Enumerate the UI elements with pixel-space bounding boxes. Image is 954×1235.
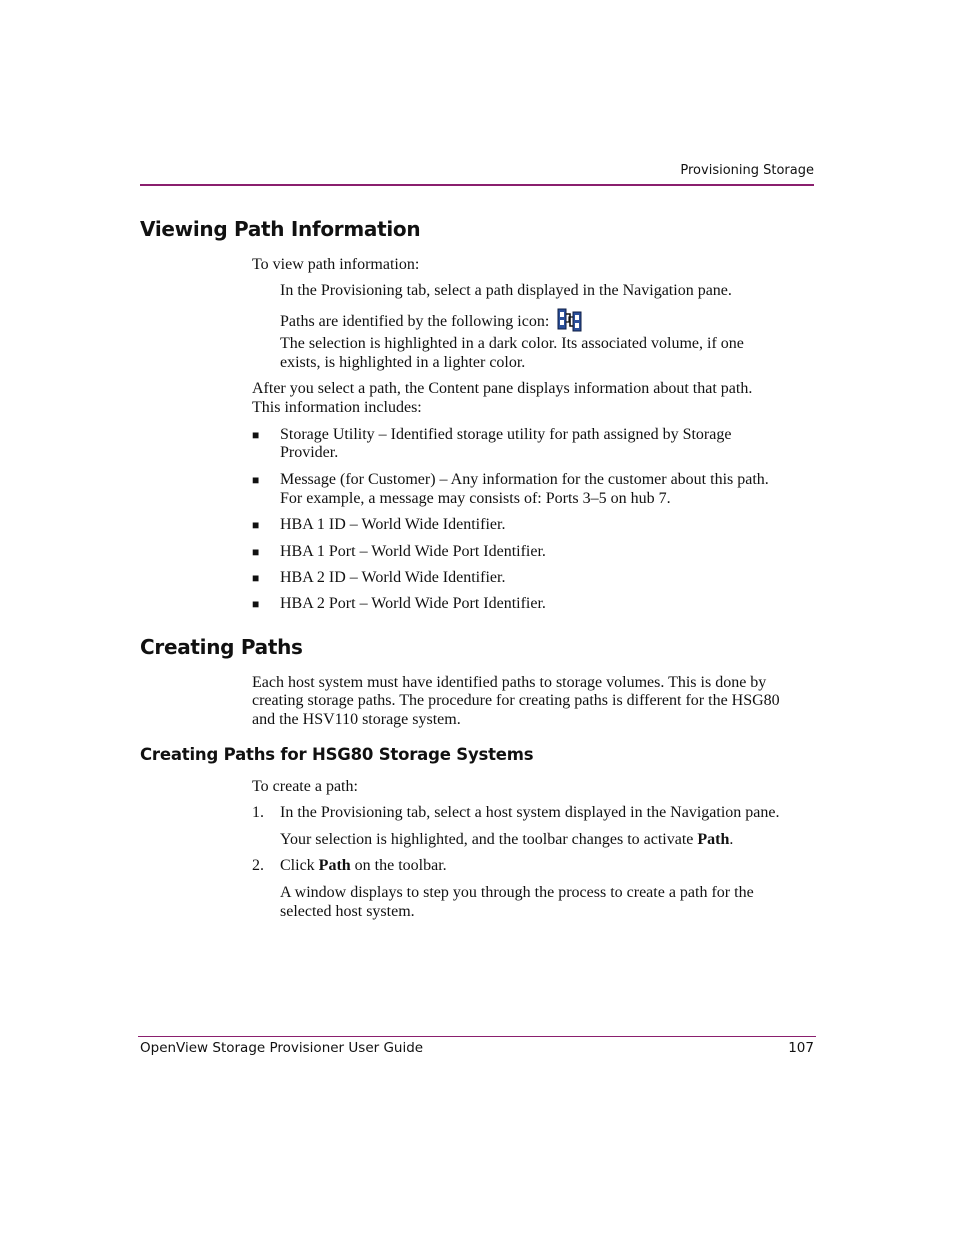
icon-note-text: Paths are identified by the following icon: [280,313,550,330]
step-number: 1. [252,804,264,821]
viewing-intro: To view path information: [252,256,420,273]
creating-line-3: and the HSV110 storage system. [252,711,461,728]
bullet-marker: ■ [252,518,260,532]
section-title-viewing-path: Viewing Path Information [140,217,421,241]
creating-line-1: Each host system must have identified paths to storage volumes. This is done by [252,674,767,691]
bullet-item: HBA 1 ID – World Wide Identifier. [280,516,506,533]
bullet-item: Message (for Customer) – Any information for the customer about this path. [280,471,769,488]
bullet-item: HBA 2 Port – World Wide Port Identifier. [280,595,546,612]
hsg80-intro: To create a path: [252,778,358,795]
step-1-note-end: . [729,831,734,848]
section-title-creating-paths: Creating Paths [140,635,303,659]
bullet-marker: ■ [252,545,260,559]
path-icon [557,308,583,337]
step-2-note-line-1: A window displays to step you through the process to create a path for the [280,884,754,901]
selection-line-2: exists, is highlighted in a lighter color. [280,354,526,371]
step-2-post: on the toolbar. [350,857,447,874]
bullet-item: Storage Utility – Identified storage utility for path assigned by Storage [280,426,732,443]
bullet-item: HBA 2 ID – World Wide Identifier. [280,569,506,586]
selection-line-1: The selection is highlighted in a dark color. Its associated volume, if one [280,335,744,352]
creating-line-2: creating storage paths. The procedure for creating paths is different for the HSG80 [252,692,780,709]
subsection-title-hsg80: Creating Paths for HSG80 Storage Systems [140,745,534,764]
step-2-note-line-2: selected host system. [280,903,415,920]
step-1-text: In the Provisioning tab, select a host system displayed in the Navigation pane. [280,804,780,821]
running-header: Provisioning Storage [680,163,814,178]
step-1-note-text: Your selection is highlighted, and the toolbar changes to activate [280,831,698,848]
footer-rule [138,1036,816,1037]
step-1-note [280,830,733,849]
viewing-step: In the Provisioning tab, select a path displayed in the Navigation pane. [280,282,732,299]
bullet-item-cont: Provider. [280,444,339,461]
bullet-marker: ■ [252,428,260,442]
bullet-marker: ■ [252,597,260,611]
step-2-pre: Click [280,857,319,874]
bullet-marker: ■ [252,571,260,585]
after-line-1: After you select a path, the Content pane displays information about that path. [252,380,753,397]
step-number: 2. [252,857,264,874]
path-term: Path [318,857,351,874]
bullet-marker: ■ [252,473,260,487]
header-rule [140,184,814,186]
footer-guide-title: OpenView Storage Provisioner User Guide [140,1040,424,1056]
bullet-item-cont: For example, a message may consists of: Ports 3–5 on hub 7. [280,490,671,507]
page-number: 107 [788,1040,814,1056]
path-term: Path [697,831,730,848]
icon-note [280,308,583,337]
after-line-2: This information includes: [252,399,422,416]
step-2-text [280,856,447,875]
bullet-item: HBA 1 Port – World Wide Port Identifier. [280,543,546,560]
